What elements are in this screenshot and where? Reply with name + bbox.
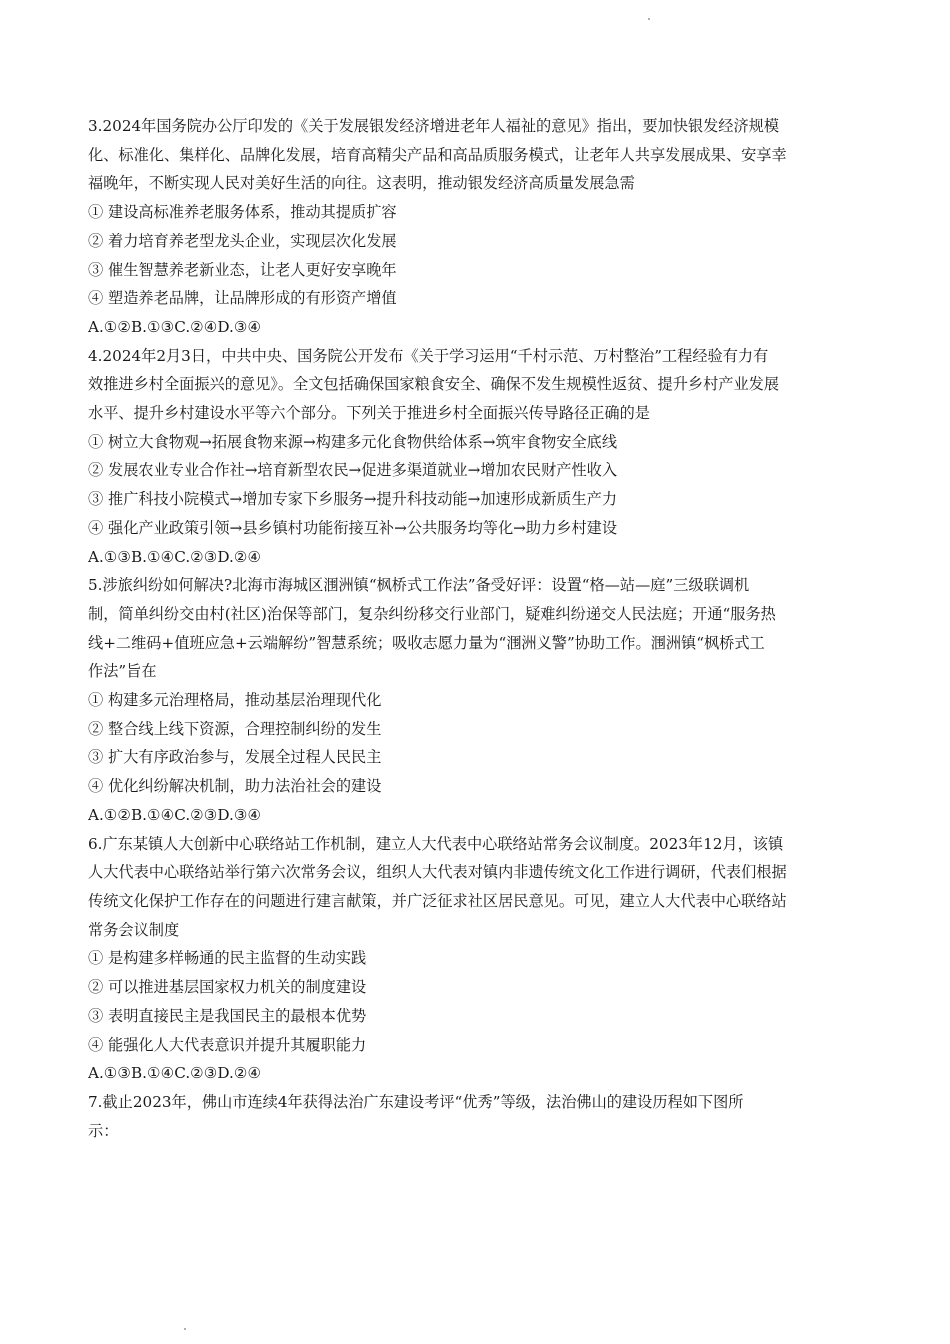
question-stem-line: 福晚年，不断实现人民对美好生活的向往。这表明，推动银发经济高质量发展急需 bbox=[88, 174, 635, 193]
question-stem-line: 示： bbox=[88, 1121, 119, 1140]
question-stem-line: 人大代表中心联络站举行第六次常务会议，组织人大代表对镇内非遗传统文化工作进行调研，代表们根据 bbox=[88, 863, 787, 882]
option-item: ① 树立大食物观→拓展食物来源→构建多元化食物供给体系→筑牢食物安全底线 bbox=[88, 432, 618, 451]
option-item: ① 是构建多样畅通的民主监督的生动实践 bbox=[88, 949, 367, 968]
answer-choices: A.①③B.①④C.②③D.②④ bbox=[88, 1064, 262, 1083]
option-item: ④ 塑造养老品牌，让品牌形成的有形资产增值 bbox=[88, 289, 397, 308]
question-stem-line: 作法”旨在 bbox=[88, 662, 157, 681]
answer-choices: A.①②B.①④C.②③D.③④ bbox=[88, 805, 262, 824]
option-item: ① 建设高标准养老服务体系，推动其提质扩容 bbox=[88, 203, 397, 222]
answer-choices: A.①③B.①④C.②③D.②④ bbox=[88, 547, 262, 566]
question-block bbox=[88, 112, 868, 342]
question-block bbox=[88, 571, 868, 829]
question-block bbox=[88, 1088, 868, 1145]
option-item: ① 构建多元治理格局，推动基层治理现代化 bbox=[88, 691, 382, 710]
question-stem-line: 效推进乡村全面振兴的意见》。全文包括确保国家粮食安全、确保不发生规模性返贫、提升乡村产业发展 bbox=[88, 375, 780, 394]
question-stem-line: 传统文化保护工作存在的问题进行建言献策，并广泛征求社区居民意见。可见，建立人大代表中心联络站 bbox=[88, 891, 787, 910]
question-stem-line: 5.涉旅纠纷如何解决?北海市海城区涠洲镇“枫桥式工作法”备受好评：设置“格—站—庭”三级联调机 bbox=[88, 576, 750, 595]
option-item: ④ 强化产业政策引领→县乡镇村功能衔接互补→公共服务均等化→助力乡村建设 bbox=[88, 518, 618, 537]
option-item: ② 发展农业专业合作社→培育新型农民→促进多渠道就业→增加农民财产性收入 bbox=[88, 461, 618, 480]
question-stem-line: 6.广东某镇人大创新中心联络站工作机制，建立人大代表中心联络站常务会议制度。2023年12月，该镇 bbox=[88, 834, 784, 853]
option-item: ③ 表明直接民主是我国民主的最根本优势 bbox=[88, 1006, 367, 1025]
question-block bbox=[88, 830, 868, 1088]
option-item: ③ 催生智慧养老新业态，让老人更好安享晚年 bbox=[88, 260, 397, 279]
answer-choices: A.①②B.①③C.②④D.③④ bbox=[88, 317, 262, 336]
question-stem-line: 化、标准化、集样化、品牌化发展，培育高精尖产品和高品质服务模式，让老年人共享发展成果、安享幸 bbox=[88, 145, 787, 164]
option-item: ③ 扩大有序政治参与，发展全过程人民民主 bbox=[88, 748, 382, 767]
option-item: ③ 推广科技小院模式→增加专家下乡服务→提升科技动能→加速形成新质生产力 bbox=[88, 490, 618, 509]
question-stem-line: 制，简单纠纷交由村(社区)治保等部门，复杂纠纷移交行业部门，疑难纠纷递交人民法庭；开通“服务热 bbox=[88, 604, 776, 623]
option-item: ② 整合线上线下资源，合理控制纠纷的发生 bbox=[88, 719, 382, 738]
question-stem-line: 3.2024年国务院办公厅印发的《关于发展银发经济增进老年人福祉的意见》指出，要加快银发经济规模 bbox=[88, 117, 780, 135]
footer-dot bbox=[184, 1328, 186, 1330]
question-stem-line: 4.2024年2月3日，中共中央、国务院公开发布《关于学习运用“千村示范、万村整治”工程经验有力有 bbox=[88, 346, 769, 365]
document-body bbox=[88, 112, 868, 1145]
question-block bbox=[88, 342, 868, 572]
option-item: ② 着力培育养老型龙头企业，实现层次化发展 bbox=[88, 231, 397, 250]
question-stem-line: 线+二维码+值班应急+云端解纷”智慧系统；吸收志愿力量为“涠洲义警”协助工作。涠洲镇“枫桥式工 bbox=[88, 633, 765, 652]
question-stem-line: 水平、提升乡村建设水平等六个部分。下列关于推进乡村全面振兴传导路径正确的是 bbox=[88, 404, 650, 423]
option-item: ④ 能强化人大代表意识并提升其履职能力 bbox=[88, 1035, 367, 1054]
question-stem-line: 常务会议制度 bbox=[88, 920, 180, 939]
option-item: ④ 优化纠纷解决机制，助力法治社会的建设 bbox=[88, 777, 382, 796]
question-stem-line: 7.截止2023年，佛山市连续4年获得法治广东建设考评“优秀”等级，法治佛山的建设历程如下图所 bbox=[88, 1092, 744, 1111]
option-item: ② 可以推进基层国家权力机关的制度建设 bbox=[88, 978, 367, 997]
corner-dot bbox=[648, 18, 650, 20]
